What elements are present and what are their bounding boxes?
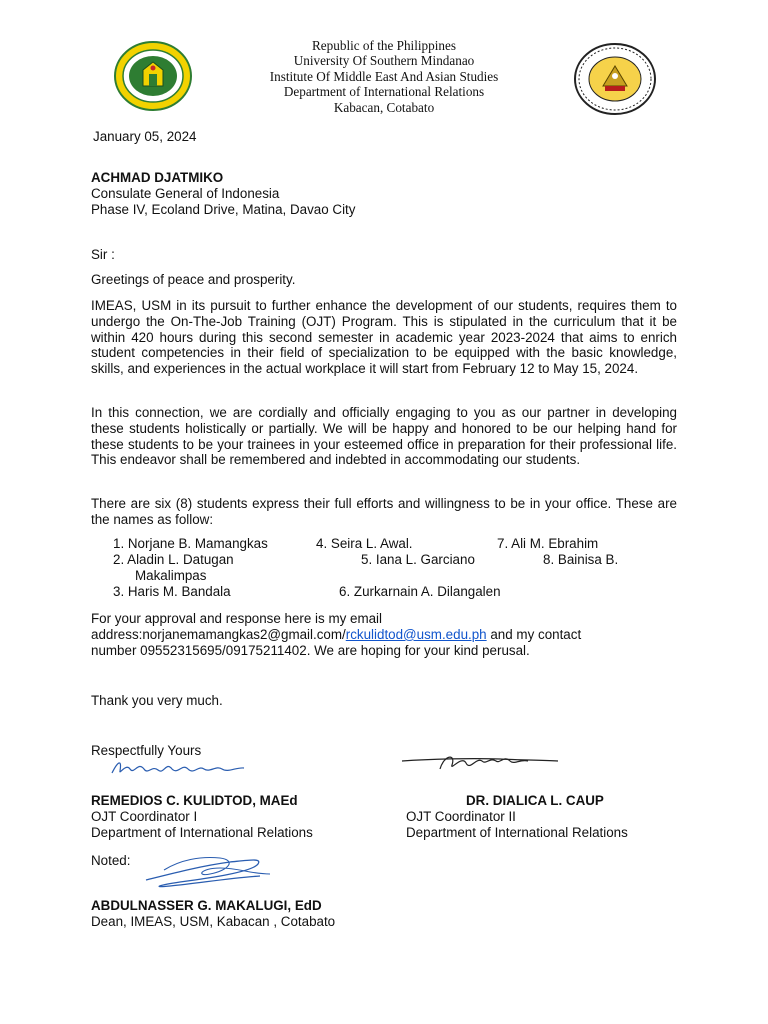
signature-kulidtod-icon <box>108 755 248 781</box>
contact-line-1: For your approval and response here is my email <box>91 611 383 626</box>
signatory-left-title: OJT Coordinator I <box>91 808 198 824</box>
signatory-left-dept: Department of International Relations <box>91 824 313 840</box>
signatory-right <box>406 793 656 840</box>
letterhead-line: Department of International Relations <box>283 84 485 100</box>
list-item: 1. Norjane B. Mamangkas <box>113 536 268 551</box>
recipient-office: Consulate General of Indonesia <box>91 185 280 201</box>
salutation: Sir : <box>91 247 115 262</box>
letter-date: January 05, 2024 <box>93 129 197 144</box>
contact-line-2 <box>91 627 681 643</box>
letterhead-line: Republic of the Philippines <box>312 38 456 53</box>
list-item: 5. Iana L. Garciano <box>361 552 475 567</box>
signatory-right-title: OJT Coordinator II <box>406 808 516 824</box>
body-paragraph-3: There are six (8) students express their full efforts and willingness to be in your office. These are the names as follow: <box>91 496 677 527</box>
imeas-seal-icon <box>573 42 657 116</box>
dean-title: Dean, IMEAS, USM, Kabacan , Cotabato <box>91 913 336 929</box>
list-item: 6. Zurkarnain A. Dilangalen <box>339 584 501 599</box>
signatory-dean <box>91 898 335 930</box>
list-item: 7. Ali M. Ebrahim <box>497 536 599 551</box>
contact-suffix: and my contact <box>486 626 582 642</box>
contact-block <box>91 611 681 658</box>
contact-line-3: number 09552315695/09175211402. We are hoping for your kind perusal. <box>91 642 530 658</box>
closing-line: Thank you very much. <box>91 693 223 708</box>
dean-name: ABDULNASSER G. MAKALUGI, EdD <box>91 898 322 913</box>
letterhead <box>190 38 578 115</box>
list-item: 4. Seira L. Awal. <box>316 536 413 551</box>
signatory-left-name: REMEDIOS C. KULIDTOD, MAEd <box>91 793 298 808</box>
list-item: Makalimpas <box>135 568 207 583</box>
complimentary-close: Respectfully Yours <box>91 743 202 758</box>
list-item: 2. Aladin L. Datugan <box>113 552 234 567</box>
recipient-block <box>91 170 355 217</box>
list-item: 8. Bainisa B. <box>543 552 619 567</box>
email-address-text: address:norjanemamangkas2@gmail.com/ <box>91 626 346 642</box>
signature-makalugi-icon <box>140 852 280 894</box>
letterhead-line: Kabacan, Cotabato <box>333 99 435 115</box>
signatory-left <box>91 793 313 840</box>
signature-caup-icon <box>400 749 560 775</box>
body-paragraph-2: In this connection, we are cordially and officially engaging to you as our partner in developing these students holistically or partially. We will be happy and honored to be our helping hand for these students to be your trainees in your esteemed office in preparation for their professional life. This endeavor shall be remembered and indebted in accommodating our students. <box>91 405 677 468</box>
email-link[interactable]: rckulidtod@usm.edu.ph <box>345 626 487 642</box>
body-paragraph-1: IMEAS, USM in its pursuit to further enhance the development of our students, requires them to undergo the On-The-Job Training (OJT) Program. This is stipulated in the curriculum that it be within 420 hours during this second semester in academic year 2023-2024 that aims to enrich student competencies in their field of specialization to be equipped with the basic knowledge, skills, and experiences in the actual workplace it will start from February 12 to May 15, 2024. <box>91 298 677 377</box>
list-item: 3. Haris M. Bandala <box>113 584 231 599</box>
usm-seal-icon <box>113 40 193 112</box>
letterhead-line: University Of Southern Mindanao <box>293 53 475 69</box>
letterhead-line: Institute Of Middle East And Asian Studies <box>269 68 499 84</box>
signatory-right-dept: Department of International Relations <box>406 824 628 840</box>
noted-label: Noted: <box>91 853 131 868</box>
recipient-address: Phase IV, Ecoland Drive, Matina, Davao City <box>91 201 356 217</box>
greeting: Greetings of peace and prosperity. <box>91 272 296 287</box>
signatory-right-name: DR. DIALICA L. CAUP <box>466 793 604 808</box>
recipient-name: ACHMAD DJATMIKO <box>91 170 224 185</box>
